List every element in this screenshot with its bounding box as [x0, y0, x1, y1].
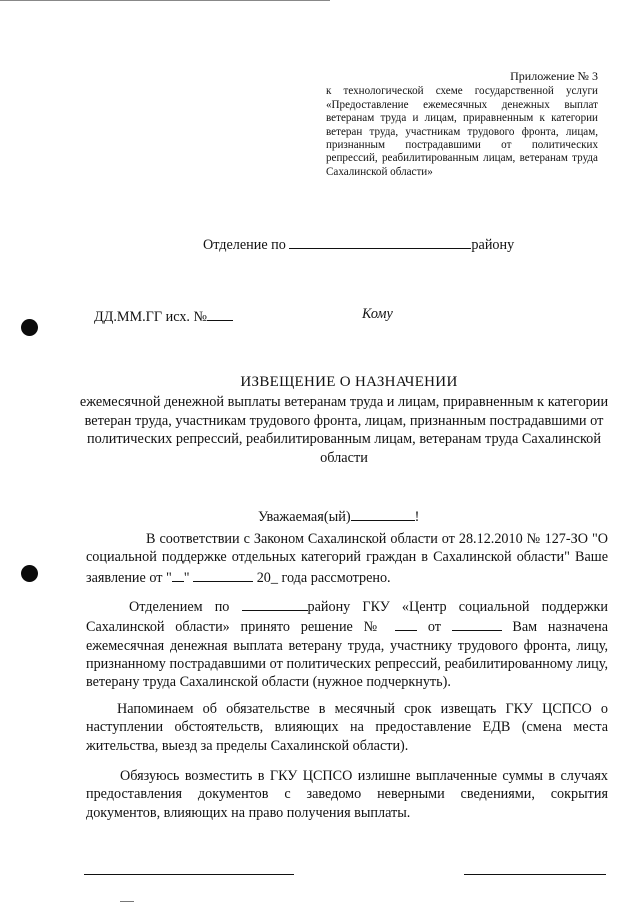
scan-edge-line	[0, 0, 330, 1]
signature-line-left	[84, 874, 294, 875]
greeting	[258, 506, 419, 526]
scan-mark	[120, 901, 134, 902]
application-day-blank	[172, 567, 184, 582]
paragraph-decision	[86, 596, 608, 691]
notice-subtitle: ежемесячной денежной выплаты ветеранам труда и лицам, приравненным к категории ветеран труда, участникам трудового фронта, лицам, признанным пострадавшими от политических репрессий, реабилитированным лицам, ветеранам труда Сахалинской области	[79, 394, 609, 466]
p1-part2: "	[183, 569, 190, 586]
punch-hole-top	[21, 319, 38, 336]
greeting-end: !	[414, 509, 420, 525]
decision-number-blank	[395, 616, 417, 631]
p2-part1: Отделением по	[129, 599, 230, 615]
greeting-name-blank	[351, 506, 415, 521]
p1-part3: 20_ года рассмотрено.	[256, 569, 391, 586]
decision-date-blank	[452, 616, 502, 631]
recipient-label: Кому	[362, 306, 393, 322]
reference-date-number: ДД.ММ.ГГ исх. №	[94, 309, 208, 325]
p2-part2: району ГКУ «Центр социальной поддержки Сахалинской области» принято решение №	[86, 599, 609, 636]
reference-number-blank	[207, 306, 233, 321]
paragraph-law-reference	[86, 530, 608, 587]
appendix-text: к технологической схеме государственной услуги «Предоставление ежемесячных денежных выплат ветеранам труда и лицам, приравненным к категории ветеран труда, участникам трудового фронта, лицам, признанным пострадавшими от политических репрессий, реабилитированным лицам, ветеранам труда Сахалинской области»	[326, 85, 598, 178]
p1-part1: В соответствии с Законом Сахалинской области от 28.12.2010 № 127-ЗО "О социальной поддержке отдельных категорий граждан в Сахалинской области" Ваше заявление от "	[86, 531, 608, 586]
department-prefix: Отделение по	[203, 237, 286, 253]
paragraph-reminder: Напоминаем об обязательстве в месячный срок извещать ГКУ ЦСПСО о наступлении обстоятельств, влияющих на предоставление ЕДВ (смена места жительства, выезд за пределы Сахалинской области).	[86, 701, 608, 754]
greeting-text: Уважаемая(ый)	[258, 509, 351, 525]
notice-title: ИЗВЕЩЕНИЕ О НАЗНАЧЕНИИ	[240, 374, 458, 390]
p2-part3: от	[427, 619, 441, 636]
department-blank	[289, 234, 471, 249]
appendix-block	[326, 70, 598, 179]
department-suffix: району	[471, 237, 515, 253]
paragraph-obligation: Обязуюсь возместить в ГКУ ЦСПСО излишне выплаченные суммы в случаях предоставления документов с заведомо неверными сведениями, сокрытия документов, влияющих на право получения выплаты.	[86, 768, 608, 821]
appendix-title: Приложение № 3	[510, 69, 598, 83]
signature-line-right	[464, 874, 606, 875]
p2-part4: Вам назначена ежемесячная денежная выплата ветерану труда, участнику трудового фронта, лицу, признанному пострадавшими от политических репрессий, реабилитированному лицу, ветерану труда Сахалинской области (нужное подчеркнуть).	[86, 619, 609, 691]
department-line	[203, 234, 514, 254]
decision-district-blank	[242, 596, 308, 611]
reference-line	[94, 306, 233, 326]
application-month-blank	[193, 567, 253, 582]
punch-hole-bottom	[21, 565, 38, 582]
